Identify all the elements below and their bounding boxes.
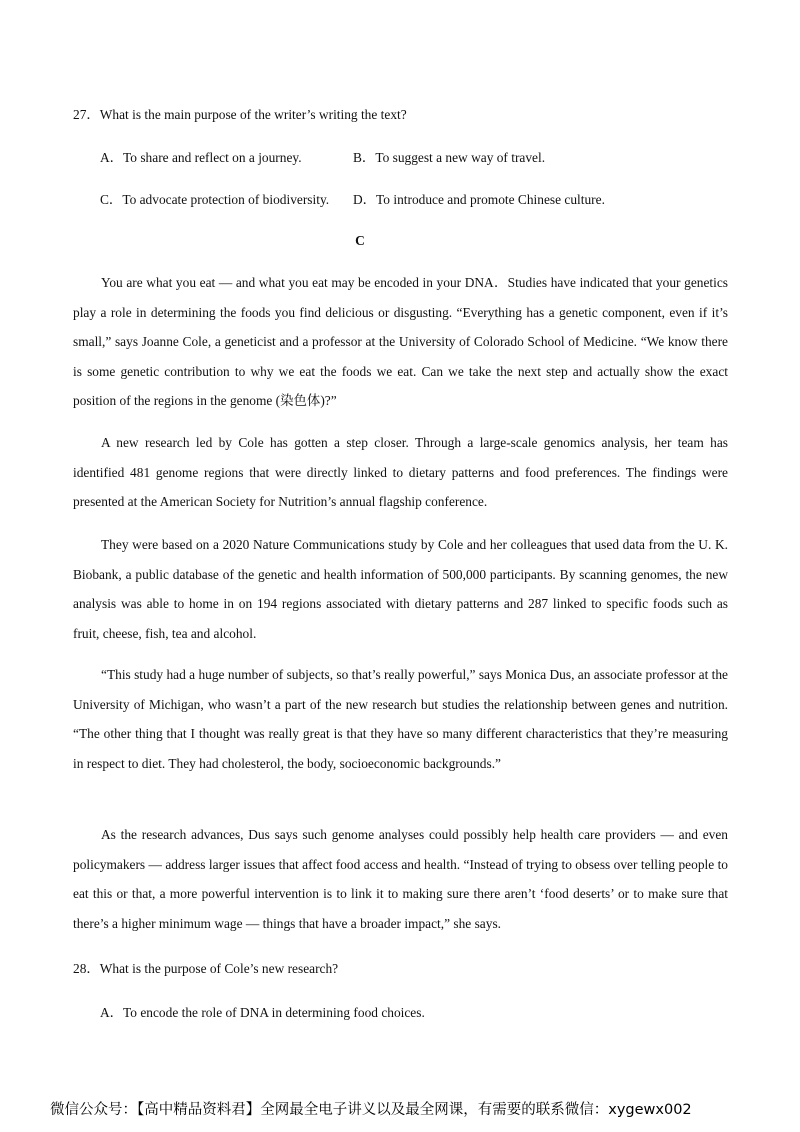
- section-title: C: [355, 233, 365, 248]
- option-27-a: A．To share and reflect on a journey.: [100, 150, 302, 165]
- paragraph-2: A new research led by Cole has gotten a step closer. Through a large-scale genomics analysis, her team has identified 481 genome regions that were directly linked to dietary patterns and food preferences. The findings were presented at the American Society for Nutrition’s annual flagship conference.: [73, 435, 728, 509]
- option-27-b: B．To suggest a new way of travel.: [353, 150, 546, 165]
- option-28-a: A．To encode the role of DNA in determining food choices.: [100, 1005, 425, 1020]
- paragraph-3: They were based on a 2020 Nature Communications study by Cole and her colleagues that used data from the U. K. Biobank, a public database of the genetic and health information of 500,000 participants. By scanning genomes, the new analysis was able to home in on 194 regions associated with dietary patterns and 287 linked to specific foods such as fruit, cheese, fish, tea and alcohol.: [73, 537, 728, 641]
- option-27-d: D．To introduce and promote Chinese culture.: [353, 192, 605, 207]
- paragraph-4: “This study had a huge number of subjects, so that’s really powerful,” says Monica Dus, an associate professor at the University of Michigan, who wasn’t a part of the new research but studies the relationship between genes and nutrition. “The other thing that I thought was really great is that they have so many different characteristics that they’re measuring in respect to diet. They had cholesterol, the body, socioeconomic backgrounds.”: [73, 667, 728, 771]
- footer-contact: 微信公众号：【高中精品资料君】全网最全电子讲义以及最全网课，有需要的联系微信：xygewx002: [50, 1102, 692, 1118]
- question-28-stem: 28．What is the purpose of Cole’s new research?: [73, 961, 339, 976]
- paragraph-1: You are what you eat — and what you eat may be encoded in your DNA．Studies have indicated that your genetics play a role in determining the foods you find delicious or disgusting. “Everything has a genetic component, even if it’s small,” says Joanne Cole, a geneticist and a professor at the University of Colorado School of Medicine. “We know there is some genetic contribution to why we eat the foods we eat. Can we take the next step and actually show the exact position of the regions in the genome (染色体)?”: [73, 275, 728, 408]
- option-27-c: C．To advocate protection of biodiversity.: [100, 192, 330, 207]
- paragraph-5: As the research advances, Dus says such genome analyses could possibly help health care providers — and even policymakers — address larger issues that affect food access and health. “Instead of trying to obsess over telling people to eat this or that, a more powerful intervention is to link it to making sure there aren’t ‘food deserts’ or to make sure that there’s a higher minimum wage — things that have a broader impact,” she says.: [73, 827, 728, 931]
- question-27-stem: 27．What is the main purpose of the writer’s writing the text?: [73, 107, 407, 122]
